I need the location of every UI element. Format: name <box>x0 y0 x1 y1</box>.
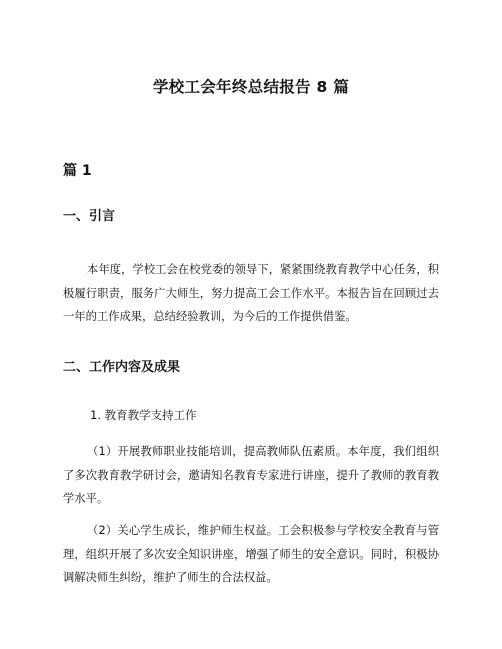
document-title: 学校工会年终总结报告 8 篇 <box>152 78 350 96</box>
part-heading: 篇 1 <box>63 163 92 179</box>
subheading-teaching-support: 1. 教育教学支持工作 <box>90 408 197 422</box>
paragraph-teacher-training: （1）开展教师职业技能培训，提高教师队伍素质。本年度，我们组织了多次教育教学研讨会，邀请知名教育专家进行讲座，提升了教师的教育教学水平。 <box>63 445 439 505</box>
paragraph-student-care: （2）关心学生成长，维护师生权益。工会积极参与学校安全教育与管理，组织开展了多次安全知识讲座，增强了师生的安全意识。同时，积极协调解决师生纠纷，维护了师生的合法权益。 <box>63 524 439 584</box>
section-heading-introduction: 一、引言 <box>63 209 116 224</box>
section-heading-work-content: 二、工作内容及成果 <box>63 360 181 375</box>
introduction-paragraph: 本年度，学校工会在校党委的领导下，紧紧围绕教育教学中心任务，积极履行职责，服务广大师生，努力提高工会工作水平。本报告旨在回顾过去一年的工作成果，总结经验教训，为今后的工作提供借鉴。 <box>63 263 439 323</box>
